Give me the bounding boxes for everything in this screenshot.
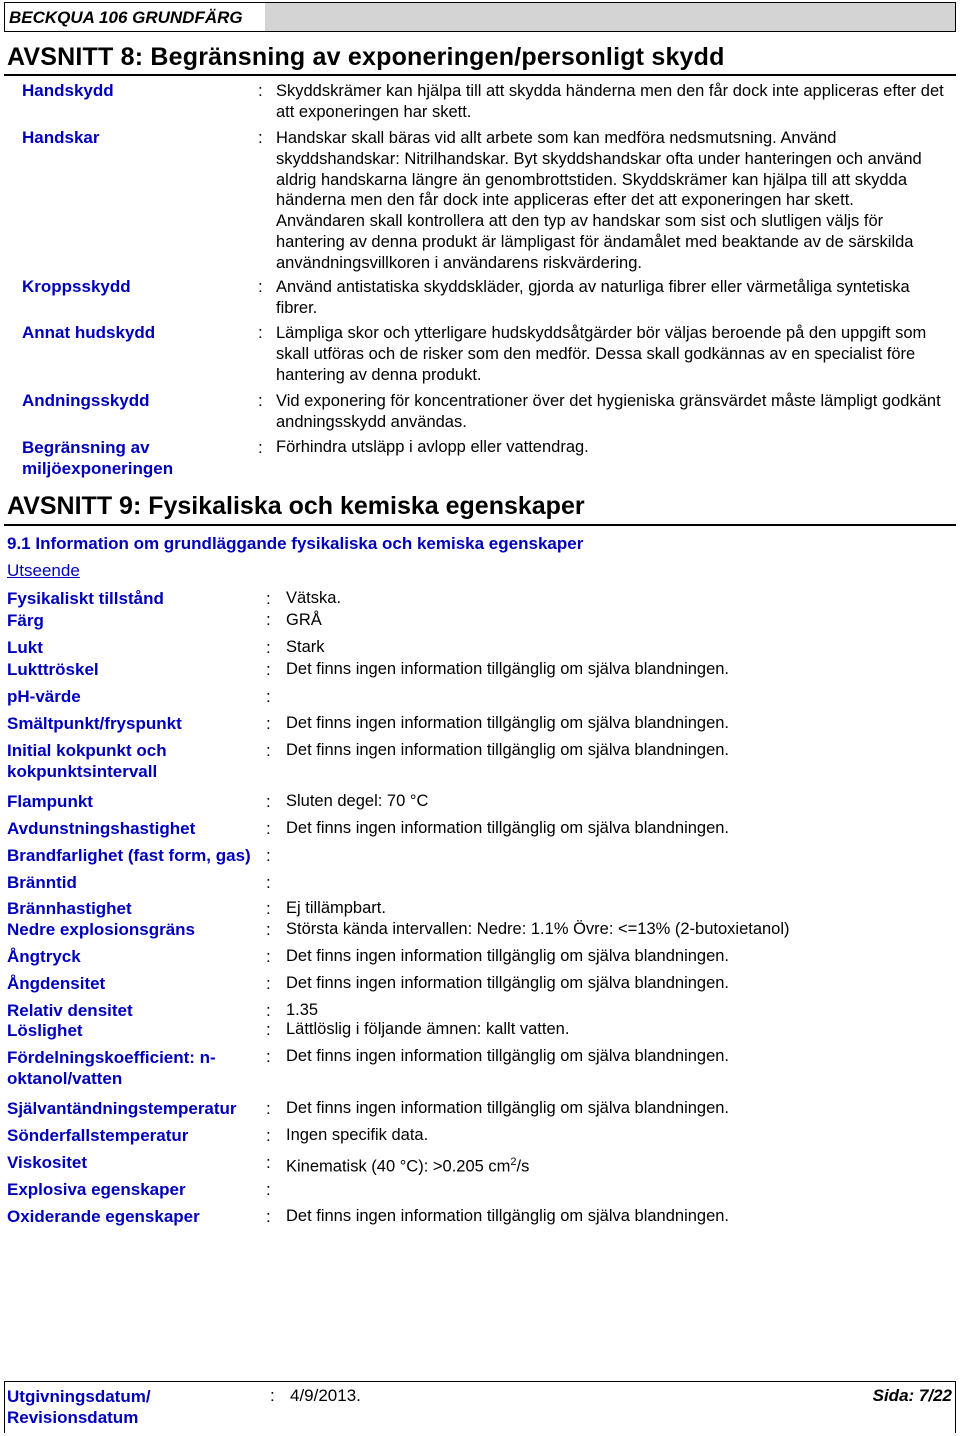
property-label: Lukt [7, 638, 43, 657]
s8-label: Andningsskydd [22, 391, 150, 410]
property-label: Explosiva egenskaper [7, 1180, 186, 1199]
s8-value: Handskar skall bäras vid allt arbete som kan medföra nedsmutsning. Använd skyddshandskar: Nitrilhandskar. Byt skyddshandskar ofta under hanteringen och använd aldrig handskarna längre än genombrottstiden. Skyddskrämer kan hjälpa till att skydda händerna men den får dock inte appliceras efter det att exponeringen har skett. Användaren skall kontrollera att den typ av handskar som sist och slutligen väljs för hantering av denna produkt är lämpligast för ändamålet med beaktande av de särskilda användningsvillkoren i användarens riskvärdering. [276, 129, 922, 272]
s8-value: Lämpliga skor och ytterligare hudskyddsåtgärder bör väljas beroende på den uppgift som skall utföras och de risker som den medför. Dessa skall godkännas av en specialist före hantering av denna produkt. [276, 324, 927, 384]
viscosity-unit-suffix: /s [516, 1157, 530, 1176]
property-colon: : [266, 1099, 271, 1118]
property-colon: : [266, 741, 271, 760]
property-value: Det finns ingen information tillgänglig om själva blandningen. [286, 714, 730, 732]
s8-colon: : [258, 81, 263, 100]
footer-page-number: Sida: 7/22 [872, 1386, 952, 1405]
section9-subtitle: 9.1 Information om grundläggande fysikaliska och kemiska egenskaper [7, 534, 584, 553]
property-value: Det finns ingen information tillgänglig om själva blandningen. [286, 741, 730, 759]
property-value: Vätska. [286, 589, 342, 607]
section9-rule [4, 524, 956, 526]
property-label: Relativ densitet [7, 1001, 133, 1020]
property-colon: : [266, 610, 271, 629]
footer-rule [4, 1381, 956, 1382]
property-label: pH-värde [7, 687, 81, 706]
section8-rule [4, 74, 956, 76]
footer-colon: : [270, 1386, 275, 1405]
s8-colon: : [258, 277, 263, 296]
property-value: Största kända intervallen: Nedre: 1.1% Övre: <=13% (2-butoxietanol) [286, 920, 790, 938]
property-label: Självantändningstemperatur [7, 1099, 237, 1118]
property-colon: : [266, 920, 271, 939]
property-value: GRÅ [286, 611, 322, 629]
property-value: Ej tillämpbart. [286, 899, 386, 917]
s8-colon: : [258, 323, 263, 342]
property-value: Det finns ingen information tillgänglig om själva blandningen. [286, 1047, 730, 1065]
property-label: Ångtryck [7, 947, 81, 966]
s8-value: Skyddskrämer kan hjälpa till att skydda händerna men den får dock inte appliceras efter det att exponeringen har skett. [276, 82, 944, 121]
property-label: Fysikaliskt tillstånd [7, 589, 164, 608]
property-value: Lättlöslig i följande ämnen: kallt vatten. [286, 1020, 570, 1038]
property-value: Det finns ingen information tillgänglig om själva blandningen. [286, 974, 730, 992]
property-value: Sluten degel: 70 °C [286, 792, 429, 810]
property-colon: : [266, 589, 271, 608]
property-colon: : [266, 792, 271, 811]
s8-colon: : [258, 438, 263, 457]
footer-border-left [4, 1381, 5, 1433]
section8-title: AVSNITT 8: Begränsning av exponeringen/personligt skydd [7, 43, 725, 71]
section9-title: AVSNITT 9: Fysikaliska och kemiska egenskaper [7, 492, 585, 520]
property-label: Löslighet [7, 1021, 83, 1040]
s8-label: Kroppsskydd [22, 277, 131, 296]
property-value: Det finns ingen information tillgänglig om själva blandningen. [286, 819, 730, 837]
property-label: Initial kokpunkt och kokpunktsintervall [7, 741, 167, 781]
property-label: Sönderfallstemperatur [7, 1126, 189, 1145]
appearance-heading: Utseende [7, 561, 80, 580]
footer-date: 4/9/2013. [290, 1386, 361, 1405]
property-colon: : [266, 1153, 271, 1172]
property-label: Brännhastighet [7, 899, 132, 918]
property-colon: : [266, 1180, 271, 1199]
product-title: BECKQUA 106 GRUNDFÄRG [9, 8, 243, 27]
property-value: Det finns ingen information tillgänglig om själva blandningen. [286, 947, 730, 965]
property-colon: : [266, 1047, 271, 1066]
property-value: Ingen specifik data. [286, 1126, 429, 1144]
property-label: Fördelningskoefficient: n-oktanol/vatten [7, 1048, 216, 1088]
s8-value: Vid exponering för koncentrationer över det hygieniska gränsvärdet måste lämpligt godkänt andningsskydd användas. [276, 392, 941, 431]
s8-value: Förhindra utsläpp i avlopp eller vattendrag. [276, 438, 589, 456]
property-colon: : [266, 1020, 271, 1039]
property-colon: : [266, 714, 271, 733]
s8-label: Handskar [22, 128, 100, 147]
s8-label: Begränsning av miljöexponeringen [22, 438, 174, 478]
s8-label: Handskydd [22, 81, 114, 100]
s8-colon: : [258, 391, 263, 410]
property-colon: : [266, 1207, 271, 1226]
property-value [286, 1152, 529, 1178]
footer-issue-date-label: Utgivningsdatum/ Revisionsdatum [7, 1387, 151, 1427]
property-label: Oxiderande egenskaper [7, 1207, 200, 1226]
property-colon: : [266, 947, 271, 966]
property-label: Flampunkt [7, 792, 93, 811]
property-colon: : [266, 1001, 271, 1020]
property-colon: : [266, 974, 271, 993]
property-colon: : [266, 846, 271, 865]
property-label: Avdunstningshastighet [7, 819, 196, 838]
property-label: Färg [7, 611, 44, 630]
property-label: Viskositet [7, 1153, 88, 1172]
property-value: Stark [286, 638, 325, 656]
property-colon: : [266, 1126, 271, 1145]
property-value: 1.35 [286, 1001, 319, 1019]
viscosity-value: Kinematisk (40 °C): >0.205 cm [286, 1157, 511, 1176]
viscosity-exponent: 2 [510, 1156, 517, 1168]
s8-colon: : [258, 128, 263, 147]
header-shade [265, 3, 955, 31]
property-label: Lukttröskel [7, 660, 99, 679]
s8-label: Annat hudskydd [22, 323, 156, 342]
property-value: Det finns ingen information tillgänglig om själva blandningen. [286, 660, 730, 678]
property-value: Det finns ingen information tillgänglig om själva blandningen. [286, 1207, 730, 1225]
property-label: Bränntid [7, 873, 77, 892]
property-colon: : [266, 660, 271, 679]
property-colon: : [266, 899, 271, 918]
property-label: Ångdensitet [7, 974, 106, 993]
footer-border-right [955, 1381, 956, 1433]
property-label: Brandfarlighet (fast form, gas) [7, 846, 251, 865]
property-label: Nedre explosionsgräns [7, 920, 196, 939]
property-colon: : [266, 687, 271, 706]
property-value: Det finns ingen information tillgänglig om själva blandningen. [286, 1099, 730, 1117]
header-bar [4, 2, 956, 32]
property-colon: : [266, 819, 271, 838]
s8-value: Använd antistatiska skyddskläder, gjorda av naturliga fibrer eller värmetåliga syntetiska fibrer. [276, 278, 910, 317]
property-label: Smältpunkt/fryspunkt [7, 714, 182, 733]
property-colon: : [266, 873, 271, 892]
property-colon: : [266, 638, 271, 657]
